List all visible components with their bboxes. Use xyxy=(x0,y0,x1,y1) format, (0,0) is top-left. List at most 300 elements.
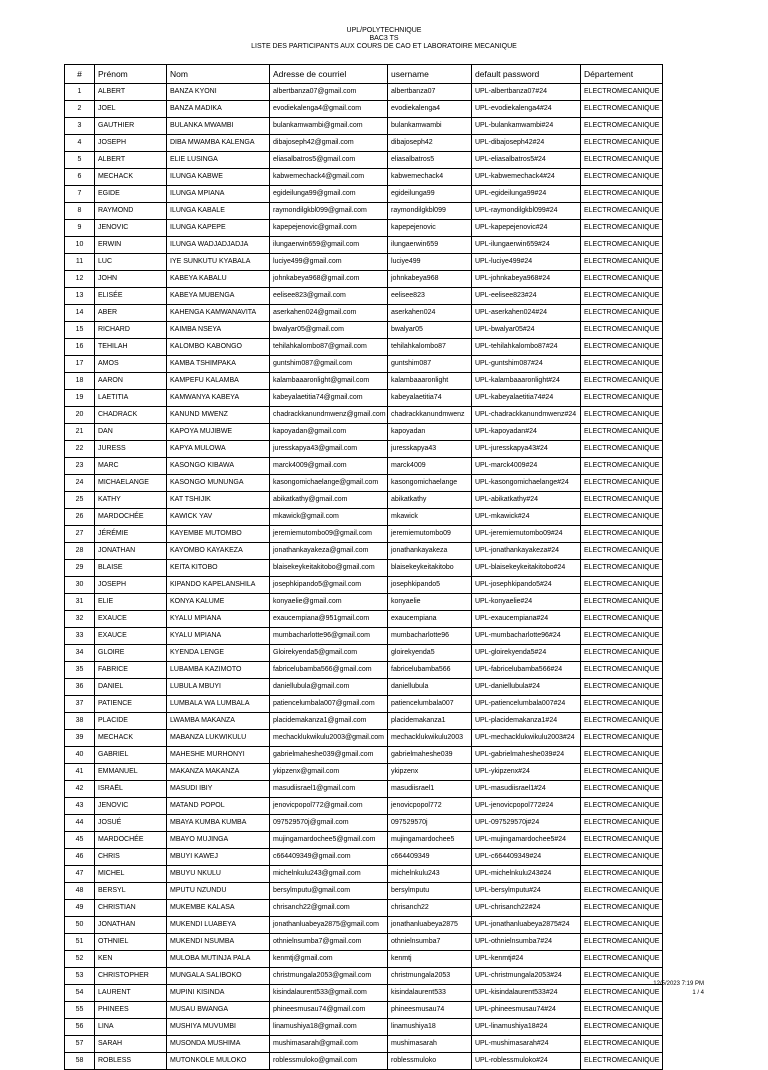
cell-email: linamushiya18@gmail.com xyxy=(270,1019,388,1036)
cell-username: mushimasarah xyxy=(388,1036,472,1053)
cell-number: 44 xyxy=(65,815,95,832)
cell-firstname: BLAISE xyxy=(95,560,167,577)
cell-email: mechacklukwikulu2003@gmail.com xyxy=(270,730,388,747)
cell-number: 50 xyxy=(65,917,95,934)
cell-email: chadrackkanundmwenz@gmail.com xyxy=(270,407,388,424)
cell-username: kasongomichaelange xyxy=(388,475,472,492)
cell-password: UPL-guntshim087#24 xyxy=(472,356,581,373)
cell-firstname: JOSEPH xyxy=(95,135,167,152)
cell-lastname: KASONGO MUNUNGA xyxy=(167,475,270,492)
cell-firstname: EGIDE xyxy=(95,186,167,203)
column-header-email: Adresse de courriel xyxy=(270,65,388,84)
cell-number: 31 xyxy=(65,594,95,611)
cell-firstname: BERSYL xyxy=(95,883,167,900)
cell-username: abikatkathy xyxy=(388,492,472,509)
cell-firstname: PLACIDE xyxy=(95,713,167,730)
cell-email: kasongomichaelange@gmail.com xyxy=(270,475,388,492)
cell-number: 16 xyxy=(65,339,95,356)
cell-email: kapoyadan@gmail.com xyxy=(270,424,388,441)
cell-department: ELECTROMECANIQUE xyxy=(581,679,663,696)
cell-username: jenovicpopol772 xyxy=(388,798,472,815)
cell-password: UPL-luciye499#24 xyxy=(472,254,581,271)
column-header-username: username xyxy=(388,65,472,84)
cell-number: 18 xyxy=(65,373,95,390)
table-row xyxy=(65,747,663,764)
cell-number: 46 xyxy=(65,849,95,866)
cell-password: UPL-gabrielmaheshe039#24 xyxy=(472,747,581,764)
table-row xyxy=(65,560,663,577)
cell-firstname: OTHNIEL xyxy=(95,934,167,951)
cell-department: ELECTROMECANIQUE xyxy=(581,203,663,220)
cell-firstname: PHINEES xyxy=(95,1002,167,1019)
cell-password: UPL-evodiekalenga4#24 xyxy=(472,101,581,118)
cell-email: 097529570j@gmail.com xyxy=(270,815,388,832)
cell-department: ELECTROMECANIQUE xyxy=(581,985,663,1002)
cell-department: ELECTROMECANIQUE xyxy=(581,441,663,458)
table-row xyxy=(65,764,663,781)
cell-lastname: KAWICK YAV xyxy=(167,509,270,526)
cell-password: UPL-chadrackkanundmwenz#24 xyxy=(472,407,581,424)
cell-password: UPL-kabeyalaetitia74#24 xyxy=(472,390,581,407)
table-row xyxy=(65,254,663,271)
cell-number: 6 xyxy=(65,169,95,186)
cell-password: UPL-kabwemechack4#24 xyxy=(472,169,581,186)
cell-firstname: JÉRÉMIE xyxy=(95,526,167,543)
cell-email: placidemakanza1@gmail.com xyxy=(270,713,388,730)
cell-department: ELECTROMECANIQUE xyxy=(581,611,663,628)
cell-lastname: MATAND POPOL xyxy=(167,798,270,815)
table-row xyxy=(65,492,663,509)
cell-department: ELECTROMECANIQUE xyxy=(581,322,663,339)
participants-table xyxy=(64,64,663,1070)
cell-lastname: MASUDI IBIY xyxy=(167,781,270,798)
cell-username: othnielnsumba7 xyxy=(388,934,472,951)
cell-username: luciye499 xyxy=(388,254,472,271)
table-row xyxy=(65,475,663,492)
table-row xyxy=(65,883,663,900)
cell-lastname: BANZA KYONI xyxy=(167,84,270,101)
cell-username: bulankamwambi xyxy=(388,118,472,135)
cell-password: UPL-mujingamardochee5#24 xyxy=(472,832,581,849)
cell-department: ELECTROMECANIQUE xyxy=(581,815,663,832)
cell-username: mujingamardochee5 xyxy=(388,832,472,849)
cell-username: konyaelie xyxy=(388,594,472,611)
cell-password: UPL-gloirekyenda5#24 xyxy=(472,645,581,662)
cell-firstname: JOSEPH xyxy=(95,577,167,594)
cell-lastname: MUKENDI NSUMBA xyxy=(167,934,270,951)
table-row xyxy=(65,577,663,594)
cell-department: ELECTROMECANIQUE xyxy=(581,645,663,662)
cell-password: UPL-christmungala2053#24 xyxy=(472,968,581,985)
cell-number: 42 xyxy=(65,781,95,798)
cell-lastname: MUNGALA SALIBOKO xyxy=(167,968,270,985)
cell-number: 35 xyxy=(65,662,95,679)
cell-firstname: AARON xyxy=(95,373,167,390)
cell-password: UPL-097529570j#24 xyxy=(472,815,581,832)
table-row xyxy=(65,594,663,611)
cell-department: ELECTROMECANIQUE xyxy=(581,407,663,424)
cell-email: kabeyalaetitia74@gmail.com xyxy=(270,390,388,407)
cell-firstname: MARC xyxy=(95,458,167,475)
table-row xyxy=(65,356,663,373)
cell-email: c664409349@gmail.com xyxy=(270,849,388,866)
table-row xyxy=(65,713,663,730)
cell-number: 52 xyxy=(65,951,95,968)
cell-lastname: ILUNGA KAPEPE xyxy=(167,220,270,237)
cell-firstname: AMOS xyxy=(95,356,167,373)
cell-email: othnielnsumba7@gmail.com xyxy=(270,934,388,951)
cell-password: UPL-kenmtj#24 xyxy=(472,951,581,968)
cell-lastname: MBAYO MUJINGA xyxy=(167,832,270,849)
cell-department: ELECTROMECANIQUE xyxy=(581,526,663,543)
cell-number: 23 xyxy=(65,458,95,475)
cell-password: UPL-egideilunga99#24 xyxy=(472,186,581,203)
table-row xyxy=(65,526,663,543)
cell-password: UPL-jonathankayakeza#24 xyxy=(472,543,581,560)
cell-username: johnkabeya968 xyxy=(388,271,472,288)
cell-password: UPL-kapepejenovic#24 xyxy=(472,220,581,237)
cell-username: chadrackkanundmwenz xyxy=(388,407,472,424)
table-row xyxy=(65,424,663,441)
cell-department: ELECTROMECANIQUE xyxy=(581,1036,663,1053)
cell-lastname: KAMPEFU KALAMBA xyxy=(167,373,270,390)
cell-password: UPL-juresskapya43#24 xyxy=(472,441,581,458)
cell-number: 30 xyxy=(65,577,95,594)
cell-email: luciye499@gmail.com xyxy=(270,254,388,271)
cell-username: masudiisrael1 xyxy=(388,781,472,798)
cell-number: 55 xyxy=(65,1002,95,1019)
cell-password: UPL-phineesmusau74#24 xyxy=(472,1002,581,1019)
cell-username: eliasalbatros5 xyxy=(388,152,472,169)
cell-firstname: MECHACK xyxy=(95,730,167,747)
cell-lastname: MABANZA LUKWIKULU xyxy=(167,730,270,747)
cell-number: 2 xyxy=(65,101,95,118)
cell-email: michelnkulu243@gmail.com xyxy=(270,866,388,883)
cell-number: 14 xyxy=(65,305,95,322)
cell-lastname: ILUNGA KABALE xyxy=(167,203,270,220)
cell-email: johnkabeya968@gmail.com xyxy=(270,271,388,288)
cell-lastname: ILUNGA KABWE xyxy=(167,169,270,186)
cell-number: 5 xyxy=(65,152,95,169)
cell-password: UPL-othnielnsumba7#24 xyxy=(472,934,581,951)
cell-firstname: JURESS xyxy=(95,441,167,458)
cell-lastname: LUBULA MBUYI xyxy=(167,679,270,696)
cell-number: 27 xyxy=(65,526,95,543)
cell-lastname: KANUND MWENZ xyxy=(167,407,270,424)
cell-password: UPL-jenovicpopol772#24 xyxy=(472,798,581,815)
table-row xyxy=(65,781,663,798)
cell-department: ELECTROMECANIQUE xyxy=(581,1019,663,1036)
cell-number: 12 xyxy=(65,271,95,288)
cell-number: 36 xyxy=(65,679,95,696)
cell-number: 41 xyxy=(65,764,95,781)
cell-firstname: CHRISTOPHER xyxy=(95,968,167,985)
cell-username: guntshim087 xyxy=(388,356,472,373)
cell-number: 37 xyxy=(65,696,95,713)
cell-firstname: DANIEL xyxy=(95,679,167,696)
table-header-row xyxy=(65,65,663,84)
cell-lastname: KAPOYA MUJIBWE xyxy=(167,424,270,441)
cell-number: 26 xyxy=(65,509,95,526)
class-title: BAC3 TS xyxy=(369,35,399,42)
cell-email: jenovicpopol772@gmail.com xyxy=(270,798,388,815)
table-row xyxy=(65,339,663,356)
cell-firstname: JENOVIC xyxy=(95,220,167,237)
cell-firstname: JONATHAN xyxy=(95,917,167,934)
cell-username: patiencelumbala007 xyxy=(388,696,472,713)
cell-number: 15 xyxy=(65,322,95,339)
cell-lastname: KONYA KALUME xyxy=(167,594,270,611)
cell-number: 56 xyxy=(65,1019,95,1036)
cell-department: ELECTROMECANIQUE xyxy=(581,458,663,475)
cell-username: dibajoseph42 xyxy=(388,135,472,152)
cell-email: kenmtj@gmail.com xyxy=(270,951,388,968)
cell-username: daniellubula xyxy=(388,679,472,696)
cell-lastname: MULOBA MUTINJA PALA xyxy=(167,951,270,968)
institution-title: UPL/POLYTECHNIQUE xyxy=(346,27,422,34)
cell-email: ilungaerwin659@gmail.com xyxy=(270,237,388,254)
cell-password: UPL-bulankamwambi#24 xyxy=(472,118,581,135)
cell-email: abikatkathy@gmail.com xyxy=(270,492,388,509)
table-row xyxy=(65,985,663,1002)
cell-department: ELECTROMECANIQUE xyxy=(581,135,663,152)
cell-username: gabrielmaheshe039 xyxy=(388,747,472,764)
cell-lastname: DIBA MWAMBA KALENGA xyxy=(167,135,270,152)
table-row xyxy=(65,288,663,305)
table-row xyxy=(65,815,663,832)
cell-lastname: KAMBA TSHIMPAKA xyxy=(167,356,270,373)
cell-department: ELECTROMECANIQUE xyxy=(581,356,663,373)
cell-username: bersylmputu xyxy=(388,883,472,900)
cell-lastname: KYALU MPIANA xyxy=(167,611,270,628)
table-row xyxy=(65,101,663,118)
cell-department: ELECTROMECANIQUE xyxy=(581,900,663,917)
cell-department: ELECTROMECANIQUE xyxy=(581,917,663,934)
cell-number: 43 xyxy=(65,798,95,815)
cell-username: roblessmuloko xyxy=(388,1053,472,1070)
cell-number: 47 xyxy=(65,866,95,883)
cell-username: eelisee823 xyxy=(388,288,472,305)
cell-firstname: RICHARD xyxy=(95,322,167,339)
cell-email: evodiekalenga4@gmail.com xyxy=(270,101,388,118)
cell-lastname: MUKENDI LUABEYA xyxy=(167,917,270,934)
cell-username: kenmtj xyxy=(388,951,472,968)
cell-username: mkawick xyxy=(388,509,472,526)
cell-firstname: EXAUCE xyxy=(95,628,167,645)
table-row xyxy=(65,152,663,169)
cell-firstname: JENOVIC xyxy=(95,798,167,815)
cell-firstname: ELISÉE xyxy=(95,288,167,305)
cell-password: UPL-tehilahkalombo87#24 xyxy=(472,339,581,356)
table-row xyxy=(65,679,663,696)
print-datetime: 12/5/2023 7:19 PM xyxy=(653,981,704,987)
cell-number: 51 xyxy=(65,934,95,951)
cell-department: ELECTROMECANIQUE xyxy=(581,747,663,764)
cell-password: UPL-abikatkathy#24 xyxy=(472,492,581,509)
cell-firstname: MICHAELANGE xyxy=(95,475,167,492)
cell-email: josephkipando5@gmail.com xyxy=(270,577,388,594)
cell-firstname: LAURENT xyxy=(95,985,167,1002)
cell-firstname: EMMANUEL xyxy=(95,764,167,781)
cell-lastname: KAYEMBE MUTOMBO xyxy=(167,526,270,543)
cell-username: egideilunga99 xyxy=(388,186,472,203)
cell-number: 29 xyxy=(65,560,95,577)
table-row xyxy=(65,832,663,849)
cell-firstname: ELIE xyxy=(95,594,167,611)
table-row xyxy=(65,135,663,152)
table-row xyxy=(65,322,663,339)
page-number: 1 / 4 xyxy=(692,990,704,996)
cell-department: ELECTROMECANIQUE xyxy=(581,798,663,815)
cell-number: 10 xyxy=(65,237,95,254)
cell-department: ELECTROMECANIQUE xyxy=(581,118,663,135)
cell-email: ykipzenx@gmail.com xyxy=(270,764,388,781)
cell-number: 33 xyxy=(65,628,95,645)
cell-email: eliasalbatros5@gmail.com xyxy=(270,152,388,169)
table-row xyxy=(65,305,663,322)
cell-department: ELECTROMECANIQUE xyxy=(581,849,663,866)
cell-password: UPL-c664409349#24 xyxy=(472,849,581,866)
cell-lastname: KAT TSHIJIK xyxy=(167,492,270,509)
cell-firstname: JOSUÉ xyxy=(95,815,167,832)
table-row xyxy=(65,866,663,883)
cell-firstname: PATIENCE xyxy=(95,696,167,713)
cell-number: 4 xyxy=(65,135,95,152)
cell-number: 20 xyxy=(65,407,95,424)
table-row xyxy=(65,849,663,866)
cell-lastname: MAHESHE MURHONYI xyxy=(167,747,270,764)
table-body xyxy=(65,84,663,1070)
cell-number: 1 xyxy=(65,84,95,101)
cell-username: kabwemechack4 xyxy=(388,169,472,186)
cell-password: UPL-bwalyar05#24 xyxy=(472,322,581,339)
cell-email: dibajoseph42@gmail.com xyxy=(270,135,388,152)
cell-lastname: LUBAMBA KAZIMOTO xyxy=(167,662,270,679)
cell-lastname: MPUTU NZUNDU xyxy=(167,883,270,900)
cell-firstname: JOEL xyxy=(95,101,167,118)
cell-password: UPL-mushimasarah#24 xyxy=(472,1036,581,1053)
cell-department: ELECTROMECANIQUE xyxy=(581,1053,663,1070)
cell-email: guntshim087@gmail.com xyxy=(270,356,388,373)
cell-username: marck4009 xyxy=(388,458,472,475)
cell-lastname: KAPYA MULOWA xyxy=(167,441,270,458)
cell-number: 3 xyxy=(65,118,95,135)
table-row xyxy=(65,696,663,713)
cell-number: 45 xyxy=(65,832,95,849)
cell-username: jonathanluabeya2875 xyxy=(388,917,472,934)
cell-lastname: MBUYU NKULU xyxy=(167,866,270,883)
table-row xyxy=(65,917,663,934)
cell-lastname: MUSHIYA MUVUMBI xyxy=(167,1019,270,1036)
cell-number: 58 xyxy=(65,1053,95,1070)
cell-department: ELECTROMECANIQUE xyxy=(581,951,663,968)
cell-email: Gloirekyenda5@gmail.com xyxy=(270,645,388,662)
cell-firstname: JOHN xyxy=(95,271,167,288)
cell-lastname: KAYOMBO KAYAKEZA xyxy=(167,543,270,560)
cell-lastname: KABEYA MUBENGA xyxy=(167,288,270,305)
cell-firstname: ERWIN xyxy=(95,237,167,254)
cell-password: UPL-johnkabeya968#24 xyxy=(472,271,581,288)
cell-department: ELECTROMECANIQUE xyxy=(581,475,663,492)
cell-email: patiencelumbala007@gmail.com xyxy=(270,696,388,713)
cell-lastname: KIPANDO KAPELANSHILA xyxy=(167,577,270,594)
cell-email: roblessmuloko@gmail.com xyxy=(270,1053,388,1070)
cell-firstname: FABRICE xyxy=(95,662,167,679)
cell-firstname: DAN xyxy=(95,424,167,441)
cell-password: UPL-eliasalbatros5#24 xyxy=(472,152,581,169)
cell-department: ELECTROMECANIQUE xyxy=(581,305,663,322)
cell-email: konyaelie@gmail.com xyxy=(270,594,388,611)
cell-department: ELECTROMECANIQUE xyxy=(581,169,663,186)
cell-email: blaisekeykeitakitobo@gmail.com xyxy=(270,560,388,577)
cell-username: kisindalaurent533 xyxy=(388,985,472,1002)
cell-email: daniellubula@gmail.com xyxy=(270,679,388,696)
cell-department: ELECTROMECANIQUE xyxy=(581,339,663,356)
cell-firstname: MECHACK xyxy=(95,169,167,186)
cell-lastname: MUSAU BWANGA xyxy=(167,1002,270,1019)
cell-email: chrisanch22@gmail.com xyxy=(270,900,388,917)
cell-email: jonathankayakeza@gmail.com xyxy=(270,543,388,560)
cell-number: 32 xyxy=(65,611,95,628)
cell-email: bulankamwambi@gmail.com xyxy=(270,118,388,135)
cell-lastname: KASONGO KIBAWA xyxy=(167,458,270,475)
cell-firstname: EXAUCE xyxy=(95,611,167,628)
cell-department: ELECTROMECANIQUE xyxy=(581,220,663,237)
cell-email: kisindalaurent533@gmail.com xyxy=(270,985,388,1002)
cell-number: 22 xyxy=(65,441,95,458)
cell-number: 28 xyxy=(65,543,95,560)
cell-email: raymondilgkbl099@gmail.com xyxy=(270,203,388,220)
cell-password: UPL-mechacklukwikulu2003#24 xyxy=(472,730,581,747)
cell-firstname: ALBERT xyxy=(95,84,167,101)
table-row xyxy=(65,1002,663,1019)
cell-username: exaucempiana xyxy=(388,611,472,628)
table-row xyxy=(65,645,663,662)
table-row xyxy=(65,186,663,203)
cell-password: UPL-daniellubula#24 xyxy=(472,679,581,696)
cell-firstname: KATHY xyxy=(95,492,167,509)
cell-department: ELECTROMECANIQUE xyxy=(581,662,663,679)
cell-number: 57 xyxy=(65,1036,95,1053)
cell-lastname: KALOMBO KABONGO xyxy=(167,339,270,356)
table-row xyxy=(65,968,663,985)
cell-password: UPL-raymondilgkbl099#24 xyxy=(472,203,581,220)
cell-department: ELECTROMECANIQUE xyxy=(581,577,663,594)
cell-lastname: ILUNGA MPIANA xyxy=(167,186,270,203)
table-row xyxy=(65,611,663,628)
cell-username: jeremiemutombo09 xyxy=(388,526,472,543)
table-row xyxy=(65,441,663,458)
cell-firstname: KEN xyxy=(95,951,167,968)
table-row xyxy=(65,662,663,679)
cell-username: juresskapya43 xyxy=(388,441,472,458)
table-row xyxy=(65,203,663,220)
cell-lastname: MUTONKOLE MULOKO xyxy=(167,1053,270,1070)
cell-password: UPL-jeremiemutombo09#24 xyxy=(472,526,581,543)
cell-username: blaisekeykeitakitobo xyxy=(388,560,472,577)
cell-lastname: KAIMBA NSEYA xyxy=(167,322,270,339)
cell-department: ELECTROMECANIQUE xyxy=(581,866,663,883)
cell-email: juresskapya43@gmail.com xyxy=(270,441,388,458)
cell-password: UPL-konyaelie#24 xyxy=(472,594,581,611)
cell-department: ELECTROMECANIQUE xyxy=(581,1002,663,1019)
cell-username: chrisanch22 xyxy=(388,900,472,917)
cell-lastname: KEITA KITOBO xyxy=(167,560,270,577)
cell-firstname: GABRIEL xyxy=(95,747,167,764)
cell-username: michelnkulu243 xyxy=(388,866,472,883)
cell-password: UPL-michelnkulu243#24 xyxy=(472,866,581,883)
cell-email: aserkahen024@gmail.com xyxy=(270,305,388,322)
